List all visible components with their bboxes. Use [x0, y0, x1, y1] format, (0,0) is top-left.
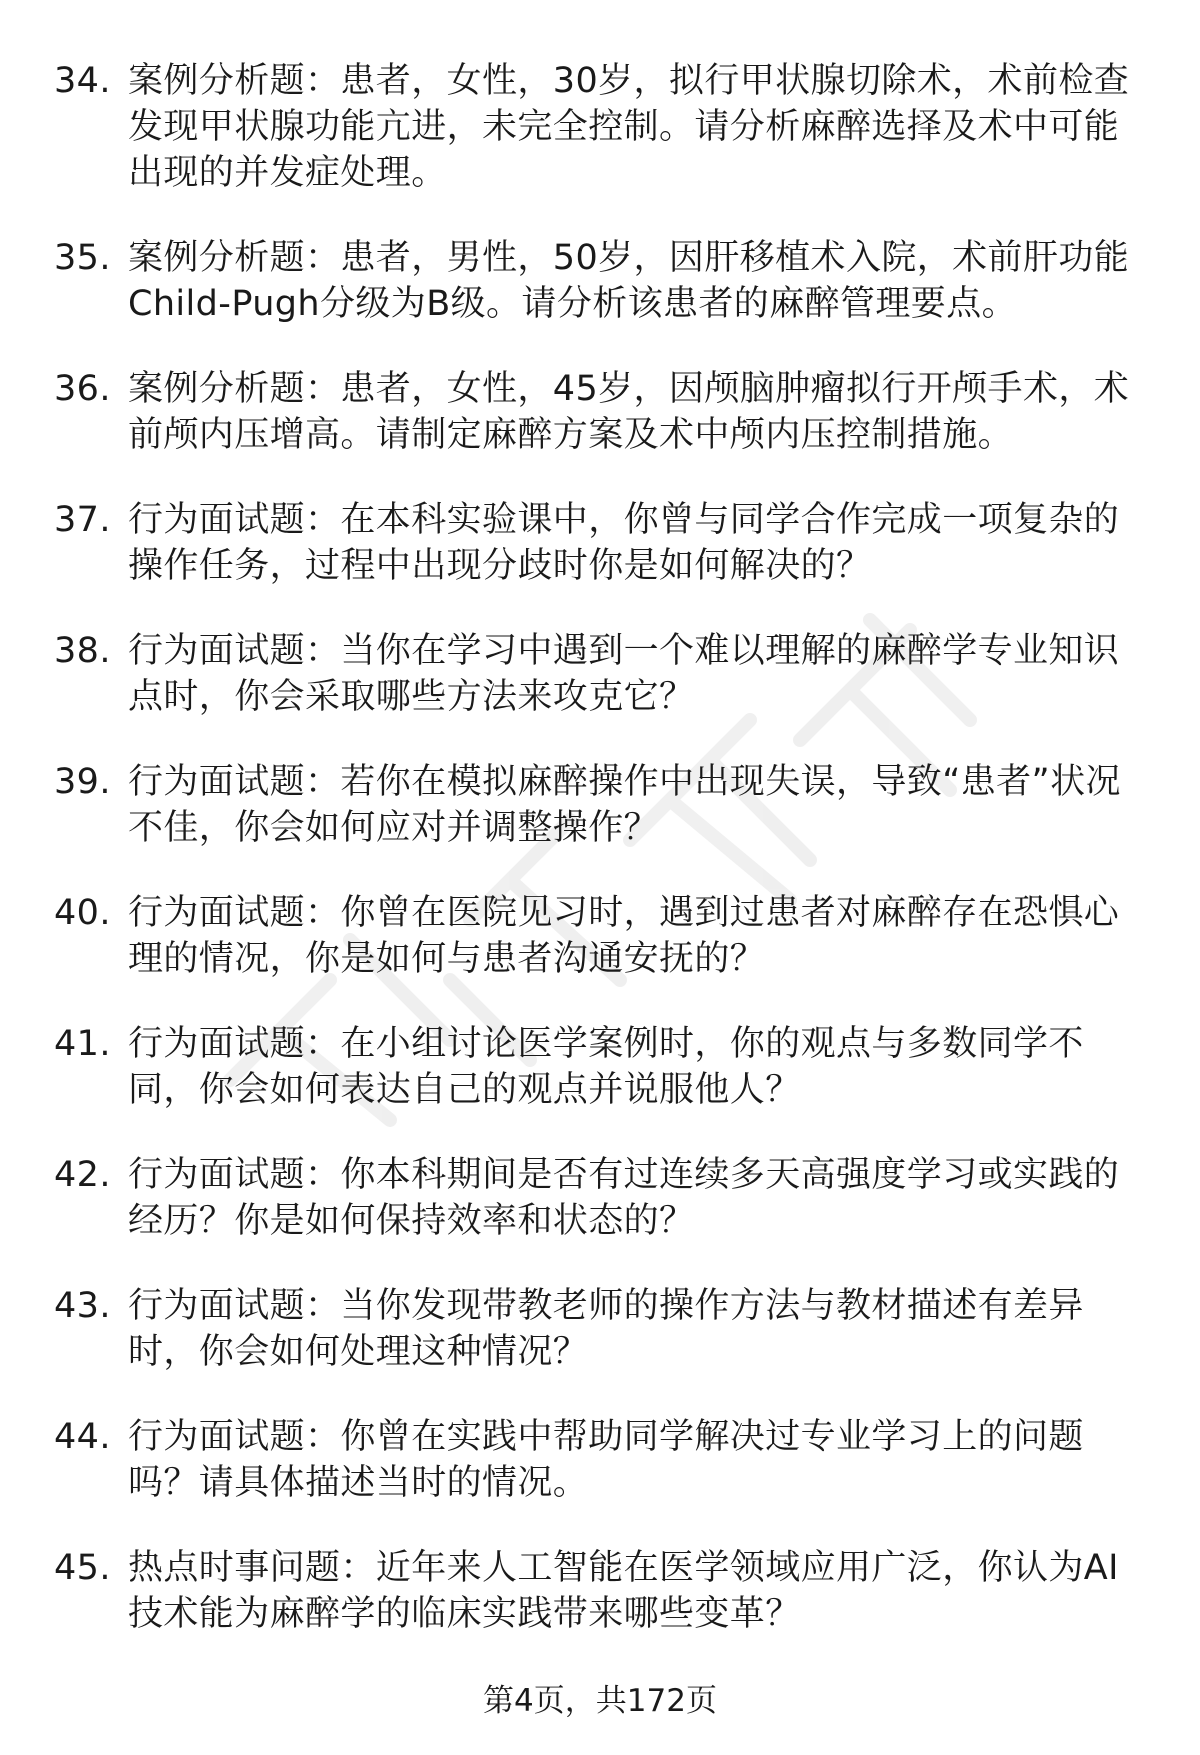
- question-number: 42.: [54, 1155, 111, 1195]
- question-text: 行为面试题：当你发现带教老师的操作方法与教材描述有差异时，你会如何处理这种情况？: [128, 1286, 1084, 1372]
- question-item-40: [0, 890, 1200, 982]
- question-text: 行为面试题：你曾在实践中帮助同学解决过专业学习上的问题吗？请具体描述当时的情况。: [128, 1417, 1084, 1503]
- question-text: 行为面试题：若你在模拟麻醉操作中出现失误，导致“患者”状况不佳，你会如何应对并调整操作？: [128, 762, 1121, 848]
- question-item-43: [0, 1283, 1200, 1375]
- question-number: 39.: [54, 762, 111, 802]
- question-text: 案例分析题：患者，女性，45岁，因颅脑肿瘤拟行开颅手术，术前颅内压增高。请制定麻醉方案及术中颅内压控制措施。: [128, 369, 1130, 455]
- question-item-38: [0, 628, 1200, 720]
- question-item-41: [0, 1021, 1200, 1113]
- question-number: 40.: [54, 893, 111, 933]
- question-number: 44.: [54, 1417, 111, 1457]
- question-number: 37.: [54, 500, 111, 540]
- question-number: 43.: [54, 1286, 111, 1326]
- question-number: 45.: [54, 1548, 111, 1588]
- question-number: 36.: [54, 369, 111, 409]
- question-list: [0, 58, 1200, 1676]
- question-text: 案例分析题：患者，女性，30岁，拟行甲状腺切除术，术前检查发现甲状腺功能亢进，未完全控制。请分析麻醉选择及术中可能出现的并发症处理。: [128, 61, 1130, 193]
- question-text: 热点时事问题：近年来人工智能在医学领域应用广泛，你认为AI技术能为麻醉学的临床实践带来哪些变革？: [128, 1548, 1119, 1634]
- question-text: 行为面试题：你曾在医院见习时，遇到过患者对麻醉存在恐惧心理的情况，你是如何与患者沟通安抚的？: [128, 893, 1120, 979]
- question-text: 案例分析题：患者，男性，50岁，因肝移植术入院，术前肝功能Child-Pugh分级为B级。请分析该患者的麻醉管理要点。: [128, 238, 1130, 324]
- question-item-42: [0, 1152, 1200, 1244]
- page-footer: 第4页，共172页: [483, 1683, 717, 1719]
- question-text: 行为面试题：当你在学习中遇到一个难以理解的麻醉学专业知识点时，你会采取哪些方法来攻克它？: [128, 631, 1120, 717]
- question-text: 行为面试题：在小组讨论医学案例时，你的观点与多数同学不同，你会如何表达自己的观点并说服他人？: [128, 1024, 1084, 1110]
- question-number: 34.: [54, 61, 111, 101]
- question-item-39: [0, 759, 1200, 851]
- question-number: 35.: [54, 238, 111, 278]
- question-text: 行为面试题：你本科期间是否有过连续多天高强度学习或实践的经历？你是如何保持效率和状态的？: [128, 1155, 1120, 1241]
- question-text: 行为面试题：在本科实验课中，你曾与同学合作完成一项复杂的操作任务，过程中出现分歧时你是如何解决的？: [128, 500, 1120, 586]
- question-item-37: [0, 497, 1200, 589]
- question-item-35: [0, 235, 1200, 327]
- question-number: 38.: [54, 631, 111, 671]
- question-item-36: [0, 366, 1200, 458]
- question-number: 41.: [54, 1024, 111, 1064]
- question-item-44: [0, 1414, 1200, 1506]
- question-item-34: [0, 58, 1200, 196]
- question-item-45: [0, 1545, 1200, 1637]
